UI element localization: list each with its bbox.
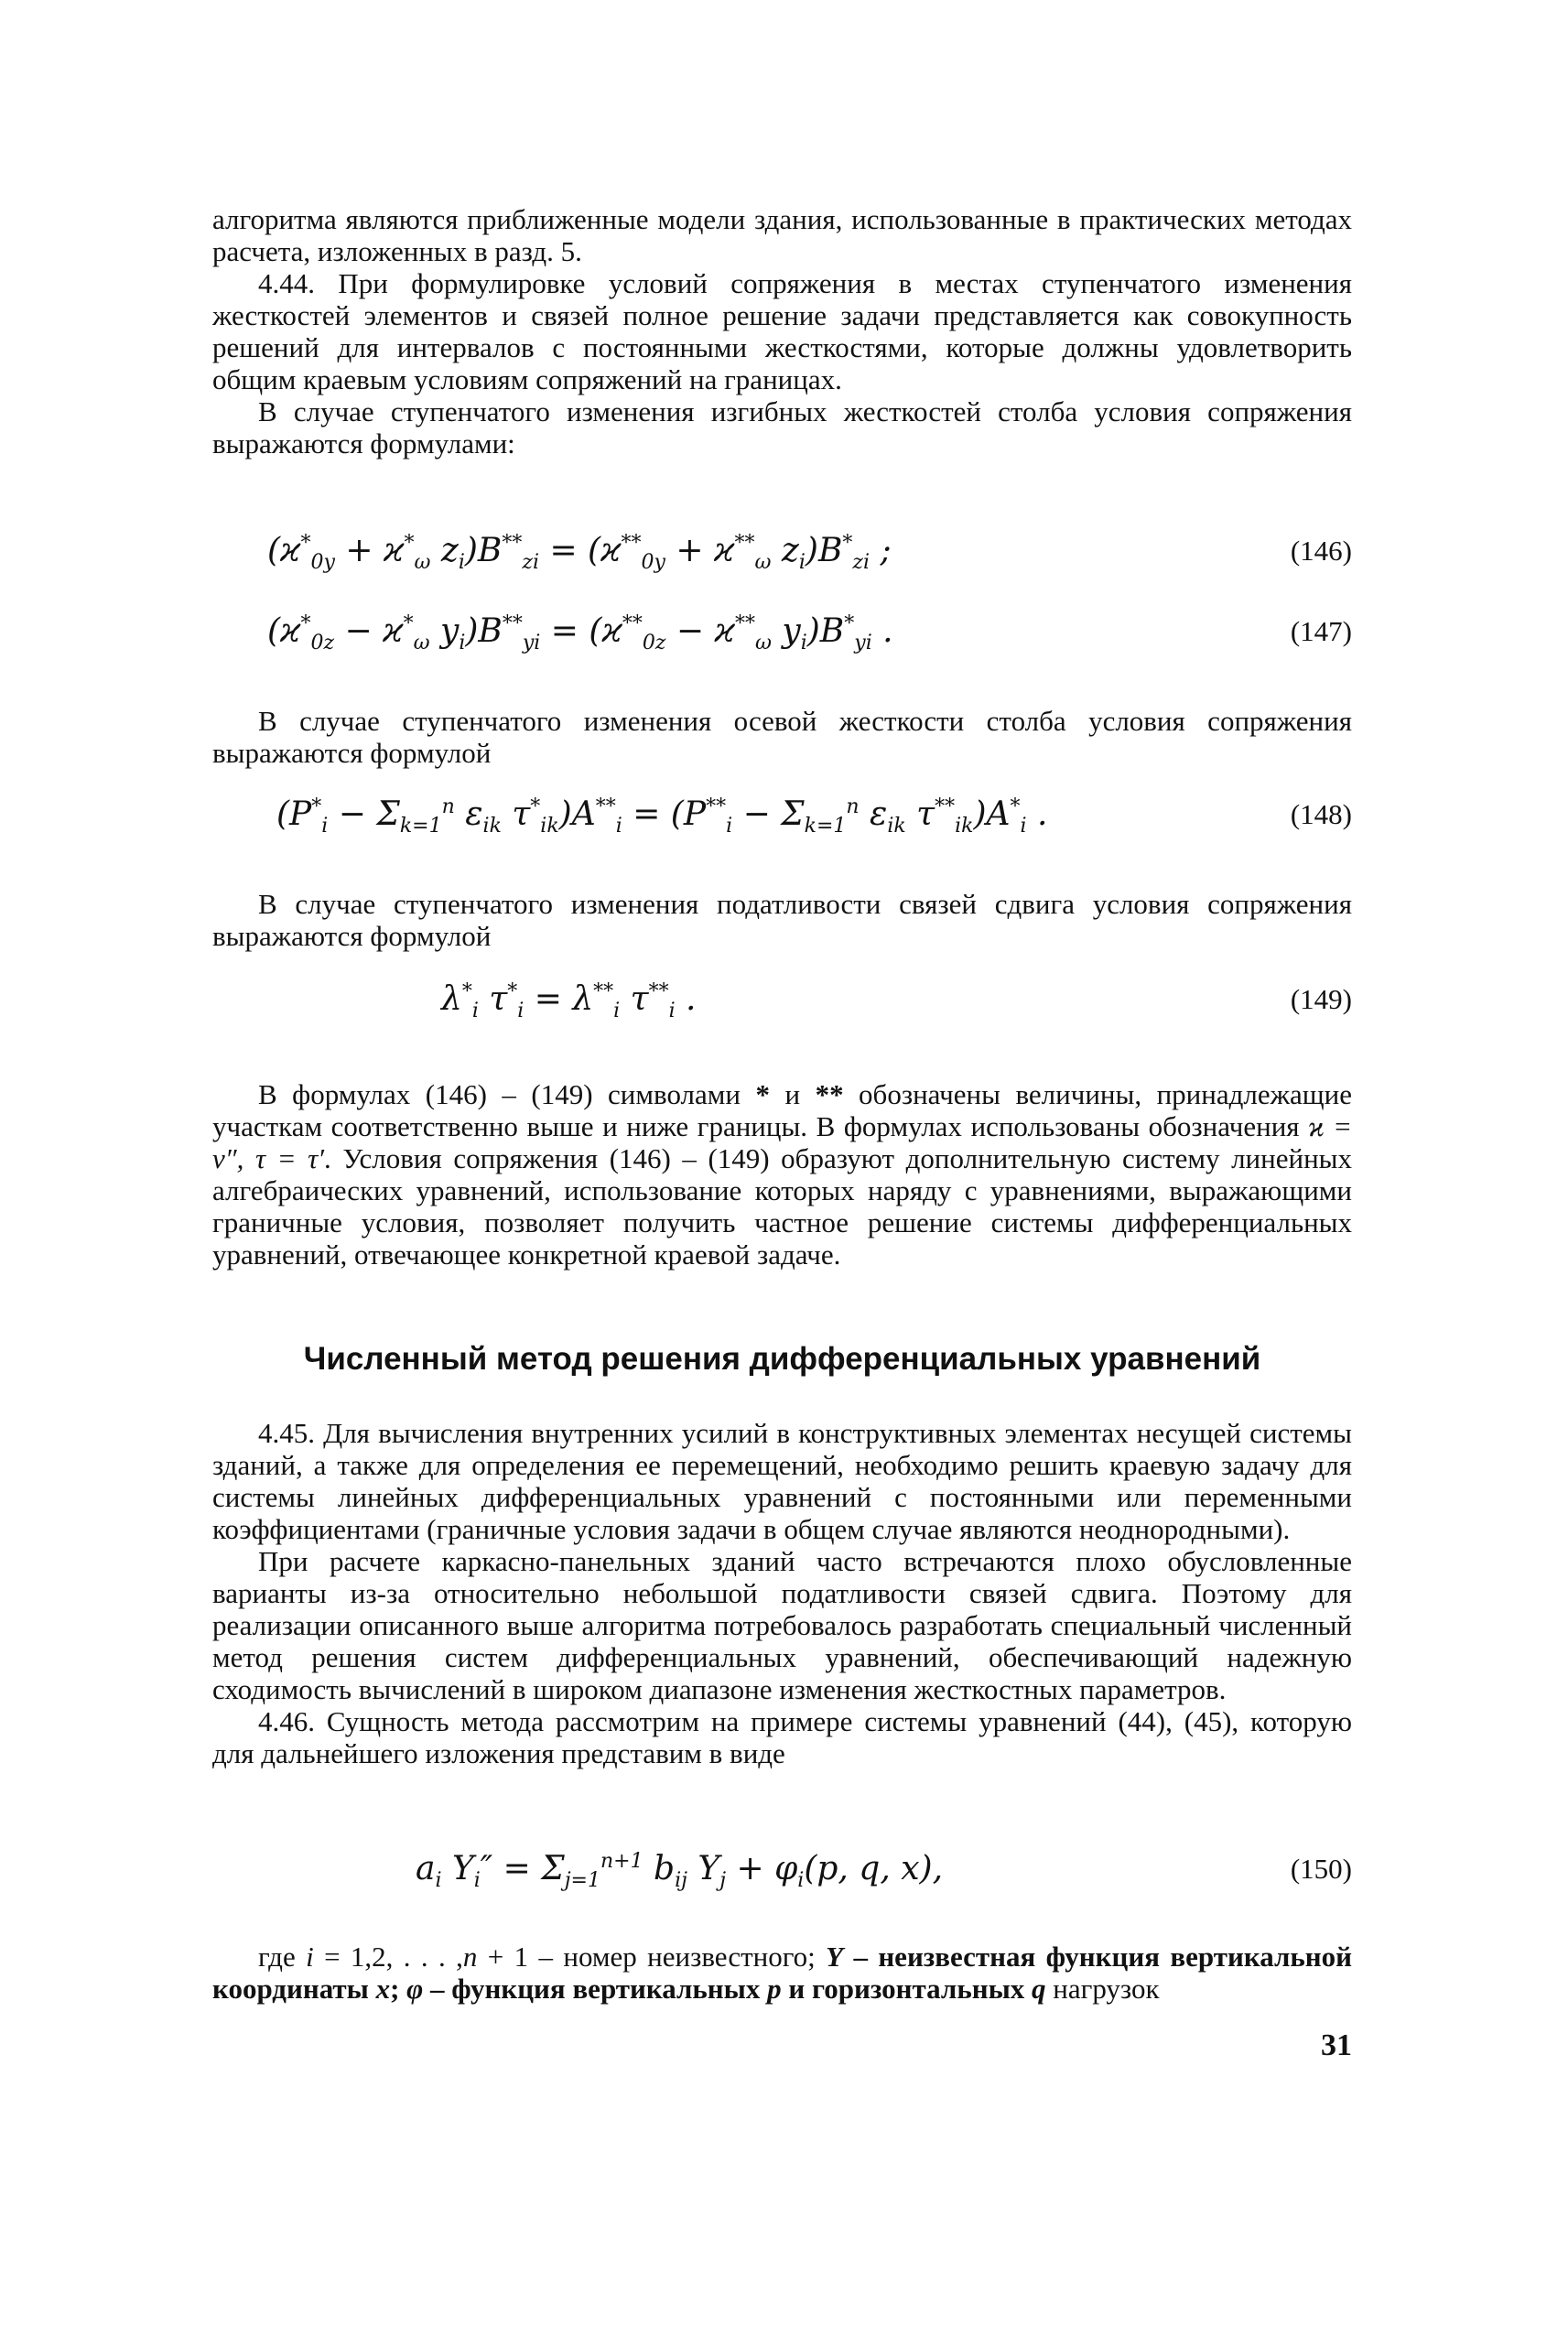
formula-147 [212,604,1352,659]
formula-147-number: (147) [1290,615,1352,647]
text-block-5 [212,1417,1352,1769]
formula-148-number: (148) [1290,798,1352,830]
text-block-4 [212,1078,1352,1271]
formula-146-expression: ($ϰ^*_{0y} + ϰ^*_\omega$ $z_i)B^{**}_{zi} = (ϰ^{**}_{0y} + ϰ^{**}_\omega$ $z_i)B^*_{zi}$ ; [267,532,892,575]
formula-146 [212,524,1352,579]
formula-149 [212,972,1352,1027]
text-block-3 [212,888,1352,952]
notation-expression: ϰ = v″, τ = τ′ [212,1110,1352,1174]
text-block-2 [212,705,1352,769]
formula-149-expression: $\lambda^*_i$ $\tau^*_i = \lambda^{**}_i$ $\tau^{**}_i$ . [441,980,697,1023]
formula-148-expression: ($P^*_i - \Sigma_{k=1}^n$ $\varepsilon_{ik}$ $\tau^*_{ik})A^{**}_i = (P^{**}_i - \Sigma_{k=1}^n$ $\varepsilon_{ik}$ $\tau^{**}_{ik})A^*_i$ . [276,795,1048,838]
paragraph-frame-panel: При расчете каркасно-панельных зданий часто встречаются плохо обусловленные варианты из-за относительно небольшой податливости связей сдвига. Поэтому для реализации описанного выше алгоритма потребовалось разработать специальный численный метод решения систем дифференциальных уравнений, обеспечивающий надежную сходимость вычислений в широком диапазоне изменения жесткостных параметров. [212,1545,1352,1705]
paragraph-where: где i = 1,2, . . . ,n + 1 – номер неизвестного; Y – неизвестная функция вертикальной координаты x; φ – функция вертикальных p и горизонтальных q нагрузок [212,1941,1352,2005]
formula-150-expression: $a_i$ $Y_i'' = \Sigma_{j=1}^{n+1}$ $b_{ij}$ $Y_j + \varphi_i(p$, q, x), [416,1850,944,1893]
text-block-6 [212,1941,1352,2005]
paragraph-symbols: В формулах (146) – (149) символами * и ** обозначены величины, принадлежащие участкам соответственно выше и ниже границы. В формулах использованы обозначения ϰ = v″, τ = τ′. Условия сопряжения (146) – (149) образуют дополнительную систему линейных алгебраических уравнений, использование которых наряду с уравнениями, выражающими граничные условия, позволяет получить частное решение системы дифференциальных уравнений, отвечающее конкретной краевой задаче. [212,1078,1352,1271]
formula-146-number: (146) [1290,535,1352,567]
formula-150-number: (150) [1290,1853,1352,1885]
paragraph-axial: В случае ступенчатого изменения осевой жесткости столба условия сопряжения выражаются формулой [212,705,1352,769]
paragraph-4-45: 4.45. Для вычисления внутренних усилий в конструктивных элементах несущей системы зданий, а также для определения ее перемещений, необходимо решить краевую задачу для системы линейных дифференциальных уравнений с постоянными или переменными коэффициентами (граничные условия задачи в общем случае являются неоднородными). [212,1417,1352,1545]
section-heading: Численный метод решения дифференциальных уравнений [303,1341,1261,1377]
formula-149-number: (149) [1290,983,1352,1015]
paragraph-flexural: В случае ступенчатого изменения изгибных жесткостей столба условия сопряжения выражаются формулами: [212,395,1352,460]
paragraph-4-44: 4.44. При формулировке условий сопряжения в местах ступенчатого изменения жесткостей элементов и связей полное решение задачи представляется как совокупность решений для интервалов с постоянными жесткостями, которые должны удовлетворить общим краевым условиям сопряжений на границах. [212,267,1352,395]
formula-147-expression: ($ϰ^*_{0z} - ϰ^*_\omega$ $y_i)B^{**}_{yi} = (ϰ^{**}_{0z} - ϰ^{**}_\omega$ $y_i)B^*_{yi}$ . [267,612,893,655]
page-number: 31 [1321,2028,1352,2062]
paragraph-4-46: 4.46. Сущность метода рассмотрим на примере системы уравнений (44), (45), которую для дальнейшего изложения представим в виде [212,1705,1352,1769]
formula-148 [212,787,1352,842]
formula-150 [212,1842,1352,1897]
text-block-1 [212,203,1352,460]
paragraph-shear: В случае ступенчатого изменения податливости связей сдвига условия сопряжения выражаются формулой [212,888,1352,952]
paragraph-intro: алгоритма являются приближенные модели здания, использованные в практических методах расчета, изложенных в разд. 5. [212,203,1352,267]
